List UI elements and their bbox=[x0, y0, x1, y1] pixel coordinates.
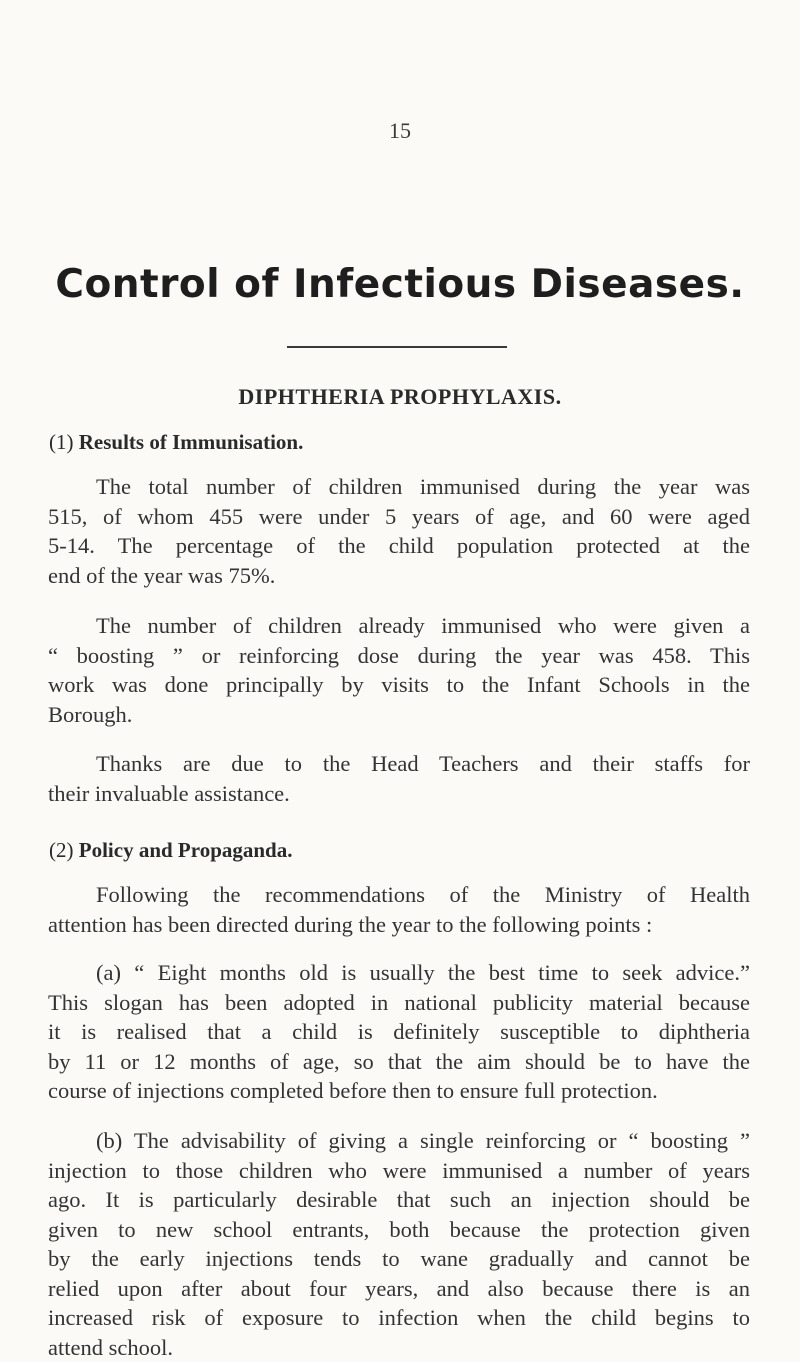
paragraph-boosting-doses bbox=[48, 611, 750, 729]
text-line: Following the recommendations of the Ministry of Health bbox=[48, 880, 750, 910]
text-line: This slogan has been adopted in national publicity material because bbox=[48, 988, 750, 1018]
section-heading: DIPHTHERIA PROPHYLAXIS. bbox=[0, 384, 800, 410]
text-line: it is realised that a child is definitely susceptible to diphtheria bbox=[48, 1017, 750, 1047]
subsection-number: (1) bbox=[49, 430, 74, 454]
text-line: 515, of whom 455 were under 5 years of age, and 60 were aged bbox=[48, 502, 750, 532]
text-line: The number of children already immunised who were given a bbox=[48, 611, 750, 641]
text-line: increased risk of exposure to infection when the child begins to bbox=[48, 1303, 750, 1333]
text-line: work was done principally by visits to the Infant Schools in the bbox=[48, 670, 750, 700]
text-line: Thanks are due to the Head Teachers and their staffs for bbox=[48, 749, 750, 779]
text-line: relied upon after about four years, and also because there is an bbox=[48, 1274, 750, 1304]
text-line: ago. It is particularly desirable that such an injection should be bbox=[48, 1185, 750, 1215]
title-divider bbox=[287, 346, 507, 348]
text-line: their invaluable assistance. bbox=[48, 779, 750, 809]
text-line: injection to those children who were immunised a number of years bbox=[48, 1156, 750, 1186]
subsection-heading-immunisation bbox=[49, 430, 303, 455]
paragraph-immunisation-totals bbox=[48, 472, 750, 590]
text-line: by the early injections tends to wane gradually and cannot be bbox=[48, 1244, 750, 1274]
text-line: (b) The advisability of giving a single reinforcing or “ boosting ” bbox=[48, 1126, 750, 1156]
text-line: (a) “ Eight months old is usually the best time to seek advice.” bbox=[48, 958, 750, 988]
text-line: Borough. bbox=[48, 700, 750, 730]
subsection-heading-policy bbox=[49, 838, 292, 863]
subsection-number: (2) bbox=[49, 838, 74, 862]
text-line: end of the year was 75%. bbox=[48, 561, 750, 591]
page-number: 15 bbox=[0, 118, 800, 144]
paragraph-recommendations bbox=[48, 880, 750, 939]
paragraph-point-b bbox=[48, 1126, 750, 1362]
text-line: given to new school entrants, both because the protection given bbox=[48, 1215, 750, 1245]
subsection-title: Results of Immunisation. bbox=[79, 430, 304, 454]
page-title: Control of Infectious Diseases. bbox=[0, 262, 800, 307]
text-line: 5-14. The percentage of the child population protected at the bbox=[48, 531, 750, 561]
text-line: course of injections completed before then to ensure full protection. bbox=[48, 1076, 750, 1106]
text-line: attention has been directed during the year to the following points : bbox=[48, 910, 750, 940]
text-line: “ boosting ” or reinforcing dose during the year was 458. This bbox=[48, 641, 750, 671]
subsection-title: Policy and Propaganda. bbox=[79, 838, 293, 862]
text-line: The total number of children immunised during the year was bbox=[48, 472, 750, 502]
text-line: attend school. bbox=[48, 1333, 750, 1362]
paragraph-thanks bbox=[48, 749, 750, 808]
paragraph-point-a bbox=[48, 958, 750, 1106]
text-line: by 11 or 12 months of age, so that the aim should be to have the bbox=[48, 1047, 750, 1077]
